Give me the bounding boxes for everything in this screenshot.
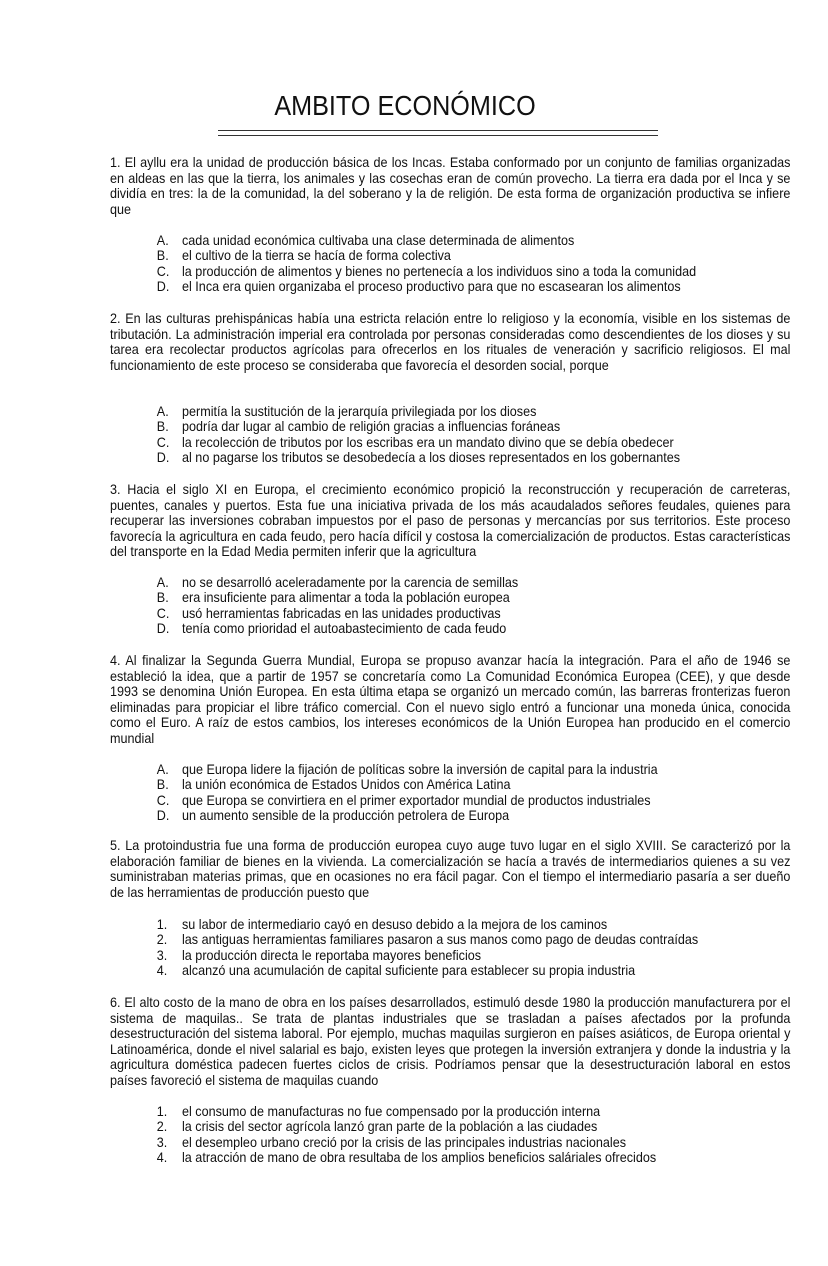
option-label: B. bbox=[156, 776, 169, 793]
option-label: D. bbox=[156, 449, 170, 466]
option-text: podría dar lugar al cambio de religión gracias a influencias foráneas bbox=[182, 418, 561, 435]
answer-option bbox=[110, 621, 790, 636]
option-label: C. bbox=[156, 604, 170, 621]
answer-option bbox=[110, 435, 790, 450]
title-divider-top bbox=[218, 130, 658, 131]
answer-option bbox=[110, 590, 790, 605]
answer-option bbox=[110, 762, 790, 777]
answer-options bbox=[110, 1104, 790, 1166]
answer-option bbox=[110, 575, 790, 590]
answer-option bbox=[110, 932, 790, 947]
question-stem: 4. Al finalizar la Segunda Guerra Mundial, Europa se propuso avanzar hacía la integración. Para el año de 1946 se estableció la idea, que a partir de 1957 se concretaría como La Comunidad Económica Europea (CEE), y que desde 1993 se denomina Unión Europea. En esta última etapa se organizó un mercado común, las barreras fronterizas fueron eliminadas para propiciar el libre tráfico comercial. Con el nuevo siglo entró a funcionar una moneda única, conocida como el Euro. A raíz de estos cambios, los intereses económicos de la Unión Europea han producido en el comercio mundial bbox=[110, 652, 791, 746]
option-label: 4. bbox=[156, 1149, 168, 1166]
option-label: D. bbox=[156, 620, 170, 637]
question-stem: 6. El alto costo de la mano de obra en los países desarrollados, estimuló desde 1980 la producción manufacturera por el sistema de maquilas.. Se trata de plantas industriales que se trasladan a países afectados por la profunda desestructuración del sistema laboral. Por ejemplo, muchas maquilas surgieron en países asiáticos, de Europa oriental y Latinoamérica, donde el nivel salarial es bajo, existen leyes que protegen la inversión extranjera y donde la industria y la agricultura doméstica padecen fuertes ciclos de crisis. Podríamos pensar que la desestructuración laboral en estos países favoreció el sistema de maquilas cuando bbox=[110, 994, 791, 1088]
option-text: el desempleo urbano creció por la crisis de las principales industrias nacionales bbox=[182, 1133, 627, 1150]
question-stem: 3. Hacia el siglo XI en Europa, el crecimiento económico propició la reconstrucción y recuperación de carreteras, puentes, canales y puertos. Esta fue una iniciativa privada de los más acaudalados señores feudales, quienes para recuperar las inversiones cobraban impuestos por el paso de personas y mercancías por sus territorios. Este proceso favorecía la agricultura en cada feudo, pero hacía difícil y costosa la comercialización de productos. Estas características del transporte en la Edad Media permiten inferir que la agricultura bbox=[110, 481, 791, 560]
option-label: A. bbox=[156, 232, 169, 248]
option-text: usó herramientas fabricadas en las unidades productivas bbox=[182, 604, 501, 621]
option-text: la unión económica de Estados Unidos con América Latina bbox=[182, 776, 511, 793]
answer-option bbox=[110, 248, 790, 263]
answer-option bbox=[110, 1135, 790, 1150]
answer-option bbox=[110, 1104, 790, 1119]
question-6 bbox=[110, 995, 790, 1089]
question-4 bbox=[110, 653, 790, 747]
answer-option bbox=[110, 233, 790, 248]
answer-option bbox=[110, 1119, 790, 1134]
option-label: 2. bbox=[156, 931, 168, 948]
option-label: D. bbox=[156, 278, 170, 295]
option-text: al no pagarse los tributos se desobedecía a los dioses representados en los gobernantes bbox=[182, 449, 681, 466]
option-text: cada unidad económica cultivaba una clase determinada de alimentos bbox=[182, 232, 575, 248]
option-label: 3. bbox=[156, 946, 168, 963]
option-text: la producción de alimentos y bienes no pertenecía a los individuos sino a toda la comunidad bbox=[182, 262, 697, 279]
answer-options bbox=[110, 404, 790, 466]
answer-options bbox=[110, 575, 790, 637]
option-text: las antiguas herramientas familiares pasaron a sus manos como pago de deudas contraídas bbox=[182, 931, 699, 948]
answer-option bbox=[110, 777, 790, 792]
answer-option bbox=[110, 279, 790, 294]
option-label: A. bbox=[156, 403, 169, 419]
question-stem: 1. El ayllu era la unidad de producción básica de los Incas. Estaba conformado por un conjunto de familias organizadas en aldeas en las que la tierra, los animales y las cosechas eran de común provecho. La tierra era dada por el Inca y se dividía en tres: la de la comunidad, la del soberano y la de religión. De esta forma de organización productiva se infiere que bbox=[110, 154, 791, 217]
question-2 bbox=[110, 311, 790, 373]
option-text: era insuficiente para alimentar a toda la población europea bbox=[182, 589, 510, 606]
option-text: un aumento sensible de la producción petrolera de Europa bbox=[182, 807, 510, 824]
option-text: la producción directa le reportaba mayores beneficios bbox=[182, 946, 482, 963]
option-text: no se desarrolló aceleradamente por la carencia de semillas bbox=[182, 574, 519, 590]
answer-option bbox=[110, 793, 790, 808]
option-label: C. bbox=[156, 433, 170, 450]
option-text: permitía la sustitución de la jerarquía privilegiada por los dioses bbox=[182, 403, 537, 419]
option-label: 4. bbox=[156, 962, 168, 979]
answer-options bbox=[110, 233, 790, 295]
option-text: que Europa lidere la fijación de políticas sobre la inversión de capital para la industria bbox=[182, 761, 658, 777]
option-label: D. bbox=[156, 807, 170, 824]
question-3 bbox=[110, 482, 790, 560]
answer-option bbox=[110, 404, 790, 419]
answer-options bbox=[110, 762, 790, 824]
option-label: C. bbox=[156, 262, 170, 279]
option-label: A. bbox=[156, 574, 169, 590]
option-text: la atracción de mano de obra resultaba de los amplios beneficios saláriales ofrecidos bbox=[182, 1149, 657, 1166]
title-divider-bottom bbox=[218, 135, 658, 136]
question-stem: 2. En las culturas prehispánicas había una estricta relación entre lo religioso y la economía, visible en los sistemas de tributación. La administración imperial era controlada por personas consideradas como descendientes de los dioses y su tarea era recolectar productos agrícolas para ofrecerlos en los rituales de veneración y sacrificio religiosos. El mal funcionamiento de este proceso se consideraba que favorecía el desorden social, porque bbox=[110, 310, 791, 373]
option-label: A. bbox=[156, 761, 169, 777]
option-text: la recolección de tributos por los escribas era un mandato divino que se debía obedecer bbox=[182, 433, 674, 450]
question-1 bbox=[110, 155, 790, 217]
answer-option bbox=[110, 419, 790, 434]
option-text: que Europa se convirtiera en el primer exportador mundial de productos industriales bbox=[182, 791, 651, 808]
option-text: el consumo de manufacturas no fue compensado por la producción interna bbox=[182, 1103, 601, 1119]
answer-option bbox=[110, 606, 790, 621]
option-text: alcanzó una acumulación de capital suficiente para establecer su propia industria bbox=[182, 962, 636, 979]
page-title: AMBITO ECONÓMICO bbox=[274, 90, 536, 121]
option-label: B. bbox=[156, 418, 169, 435]
option-label: B. bbox=[156, 247, 169, 264]
option-label: 2. bbox=[156, 1118, 168, 1135]
option-text: el Inca era quien organizaba el proceso productivo para que no escasearan los alimentos bbox=[182, 278, 681, 295]
answer-option bbox=[110, 948, 790, 963]
option-text: el cultivo de la tierra se hacía de forma colectiva bbox=[182, 247, 451, 264]
option-label: 1. bbox=[156, 1103, 168, 1119]
answer-option bbox=[110, 1150, 790, 1165]
answer-option bbox=[110, 264, 790, 279]
option-text: tenía como prioridad el autoabastecimiento de cada feudo bbox=[182, 620, 507, 637]
answer-option bbox=[110, 450, 790, 465]
option-text: la crisis del sector agrícola lanzó gran parte de la población a las ciudades bbox=[182, 1118, 598, 1135]
answer-option bbox=[110, 963, 790, 978]
option-text: su labor de intermediario cayó en desuso debido a la mejora de los caminos bbox=[182, 916, 608, 932]
answer-option bbox=[110, 917, 790, 932]
option-label: C. bbox=[156, 791, 170, 808]
answer-options bbox=[110, 917, 790, 979]
option-label: B. bbox=[156, 589, 169, 606]
answer-option bbox=[110, 808, 790, 823]
question-5 bbox=[110, 838, 790, 900]
question-stem: 5. La protoindustria fue una forma de producción europea cuyo auge tuvo lugar en el siglo XVIII. Se caracterizó por la elaboración familiar de bienes en la vivienda. La comercialización se hacía a través de intermediarios quienes a su vez suministraban materias primas, que en ocasiones no era fácil pagar. Con el tiempo el intermediario pasaría a ser dueño de las herramientas de producción puesto que bbox=[110, 837, 791, 900]
option-label: 3. bbox=[156, 1133, 168, 1150]
option-label: 1. bbox=[156, 916, 168, 932]
